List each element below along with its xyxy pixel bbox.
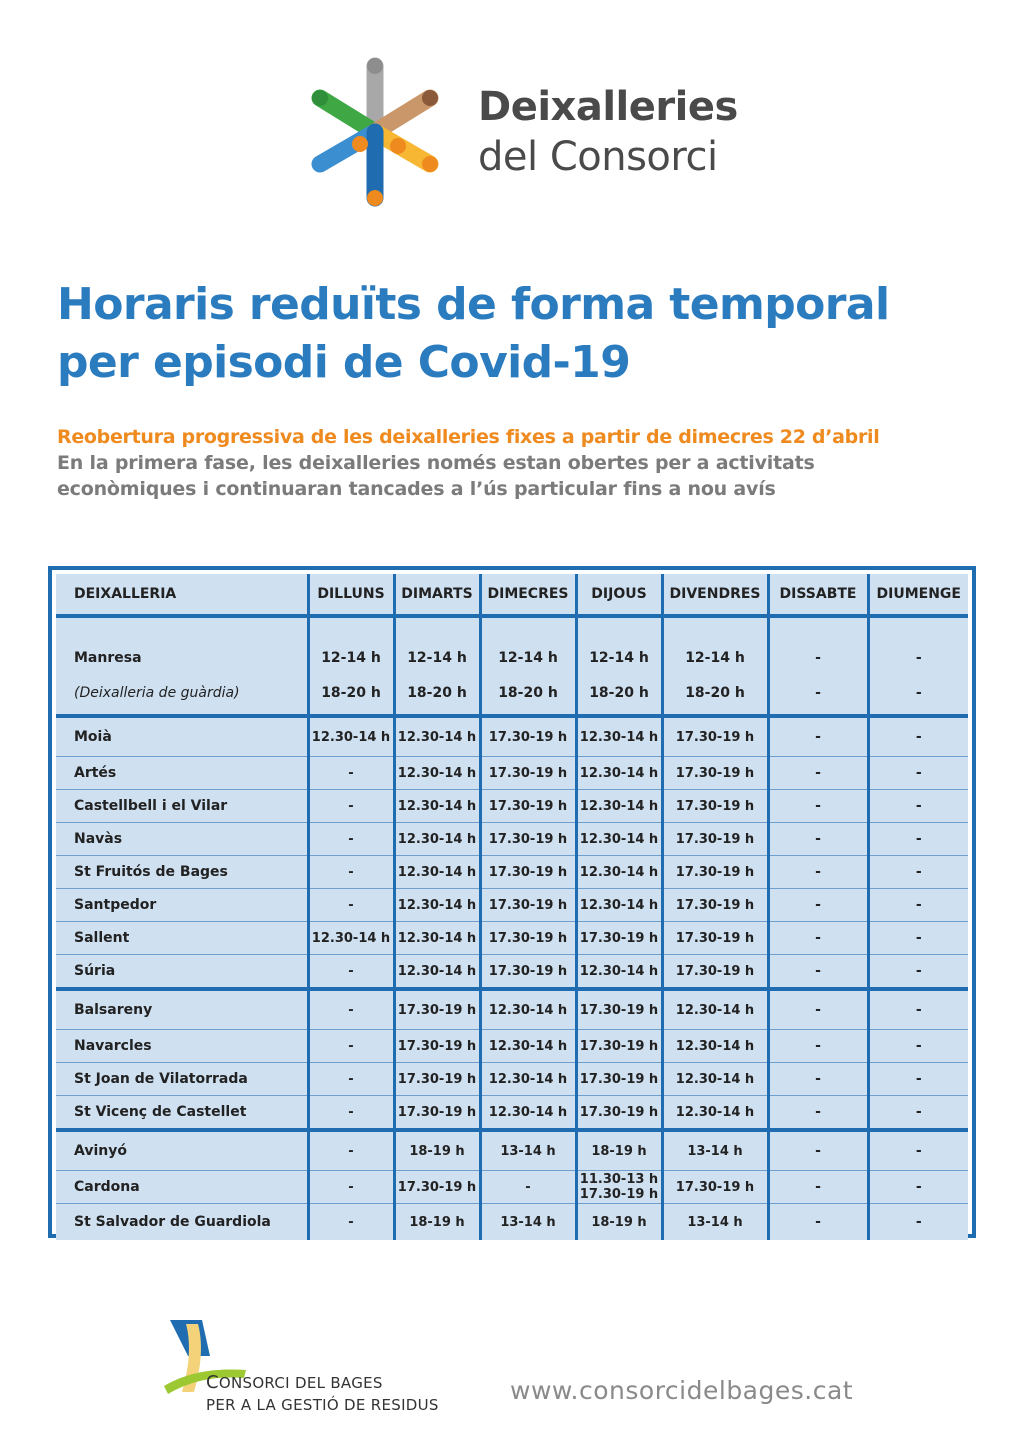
cell-dimarts: 12.30-14 h xyxy=(394,757,480,790)
cell-dijous: 17.30-19 h xyxy=(576,1096,662,1131)
cell-dijous: 17.30-19 h xyxy=(576,1030,662,1063)
row-name: Navarcles xyxy=(56,1030,308,1063)
cell-dimecres: 12.30-14 h xyxy=(480,1096,576,1131)
cell-dilluns: 18-20 h xyxy=(308,672,394,716)
cell-divendres: 17.30-19 h xyxy=(662,790,768,823)
cell-diumenge: - xyxy=(868,1204,968,1241)
deixalleries-logo-icon xyxy=(300,52,450,212)
cell-dimecres: 17.30-19 h xyxy=(480,922,576,955)
cell-dissabte: - xyxy=(768,922,868,955)
cell-dijous: 12.30-14 h xyxy=(576,955,662,990)
table-row xyxy=(56,616,968,672)
table-row xyxy=(56,790,968,823)
cell-dimecres: 17.30-19 h xyxy=(480,955,576,990)
cell-dimecres: 17.30-19 h xyxy=(480,790,576,823)
cell-dimecres: 17.30-19 h xyxy=(480,716,576,757)
consorci-name xyxy=(206,1372,439,1416)
table-row xyxy=(56,1063,968,1096)
cell-divendres: 12.30-14 h xyxy=(662,1096,768,1131)
cell-dimarts: 17.30-19 h xyxy=(394,1171,480,1204)
table-row xyxy=(56,1096,968,1131)
title-line1: Horaris reduïts de forma temporal xyxy=(57,279,890,330)
cell-dijous-line2: 17.30-19 h xyxy=(579,1187,659,1202)
page-title xyxy=(57,276,997,392)
header-dimecres: DIMECRES xyxy=(480,574,576,616)
cell-divendres: 13-14 h xyxy=(662,1130,768,1171)
cell-dimecres: 12.30-14 h xyxy=(480,1030,576,1063)
cell-dijous: 17.30-19 h xyxy=(576,1063,662,1096)
cell-dissabte: - xyxy=(768,1171,868,1204)
cell-dimecres: 12-14 h xyxy=(480,616,576,672)
cell-dissabte: - xyxy=(768,716,868,757)
cell-divendres: 17.30-19 h xyxy=(662,856,768,889)
cell-dilluns: 12.30-14 h xyxy=(308,716,394,757)
cell-dilluns: - xyxy=(308,1096,394,1131)
cell-dimecres: 13-14 h xyxy=(480,1204,576,1241)
cell-dijous: 12.30-14 h xyxy=(576,757,662,790)
cell-dimarts: 17.30-19 h xyxy=(394,1063,480,1096)
cell-dijous: 12.30-14 h xyxy=(576,790,662,823)
cell-divendres: 17.30-19 h xyxy=(662,716,768,757)
table-row xyxy=(56,1204,968,1241)
cell-dissabte: - xyxy=(768,672,868,716)
cell-divendres: 18-20 h xyxy=(662,672,768,716)
row-name: St Joan de Vilatorrada xyxy=(56,1063,308,1096)
cell-dimarts: 12.30-14 h xyxy=(394,856,480,889)
table-header-row xyxy=(56,574,968,616)
schedule-grid xyxy=(56,574,968,1240)
table-row xyxy=(56,823,968,856)
consorci-initial: C xyxy=(206,1372,219,1393)
brand-name xyxy=(478,82,738,182)
table-row xyxy=(56,1030,968,1063)
cell-divendres: 12.30-14 h xyxy=(662,1030,768,1063)
cell-diumenge: - xyxy=(868,1130,968,1171)
cell-dijous: 18-20 h xyxy=(576,672,662,716)
cell-dilluns: - xyxy=(308,989,394,1030)
consorci-name-line1 xyxy=(206,1372,439,1394)
cell-divendres: 17.30-19 h xyxy=(662,1171,768,1204)
cell-dissabte: - xyxy=(768,1096,868,1131)
cell-divendres: 17.30-19 h xyxy=(662,955,768,990)
cell-dimarts: 18-19 h xyxy=(394,1204,480,1241)
cell-dissabte: - xyxy=(768,889,868,922)
cell-dimarts: 18-19 h xyxy=(394,1130,480,1171)
header-divendres: DIVENDRES xyxy=(662,574,768,616)
cell-diumenge: - xyxy=(868,1096,968,1131)
cell-dijous: 12.30-14 h xyxy=(576,823,662,856)
cell-dilluns: - xyxy=(308,790,394,823)
cell-dimecres: 12.30-14 h xyxy=(480,1063,576,1096)
brand-line1: Deixalleries xyxy=(478,84,738,130)
cell-dilluns: - xyxy=(308,955,394,990)
cell-diumenge: - xyxy=(868,989,968,1030)
cell-diumenge: - xyxy=(868,1030,968,1063)
cell-diumenge: - xyxy=(868,823,968,856)
cell-dimarts: 17.30-19 h xyxy=(394,1096,480,1131)
row-name: Castellbell i el Vilar xyxy=(56,790,308,823)
cell-dimecres: - xyxy=(480,1171,576,1204)
cell-dilluns: - xyxy=(308,1130,394,1171)
website-link[interactable]: www.consorcidelbages.cat xyxy=(510,1376,854,1405)
cell-dilluns: - xyxy=(308,757,394,790)
cell-dilluns: - xyxy=(308,856,394,889)
cell-dijous: 17.30-19 h xyxy=(576,922,662,955)
cell-dissabte: - xyxy=(768,955,868,990)
cell-dissabte: - xyxy=(768,790,868,823)
cell-dilluns: - xyxy=(308,1204,394,1241)
cell-dimecres: 13-14 h xyxy=(480,1130,576,1171)
cell-dilluns: - xyxy=(308,1030,394,1063)
row-name: St Fruitós de Bages xyxy=(56,856,308,889)
row-name: St Salvador de Guardiola xyxy=(56,1204,308,1241)
cell-divendres: 17.30-19 h xyxy=(662,757,768,790)
row-name: Cardona xyxy=(56,1171,308,1204)
cell-dimecres: 18-20 h xyxy=(480,672,576,716)
cell-dijous: 18-19 h xyxy=(576,1204,662,1241)
announcement-line2: En la primera fase, les deixalleries només estan obertes per a activitats xyxy=(57,452,815,474)
title-line2: per episodi de Covid-19 xyxy=(57,337,631,388)
table-row xyxy=(56,889,968,922)
cell-dissabte: - xyxy=(768,856,868,889)
row-name: Balsareny xyxy=(56,989,308,1030)
consorci-name-line2: PER A LA GESTIÓ DE RESIDUS xyxy=(206,1396,439,1414)
cell-dissabte: - xyxy=(768,1204,868,1241)
table-row xyxy=(56,989,968,1030)
table-row xyxy=(56,922,968,955)
cell-dimecres: 17.30-19 h xyxy=(480,889,576,922)
header-dimarts: DIMARTS xyxy=(394,574,480,616)
cell-dijous xyxy=(576,1171,662,1204)
cell-dijous: 12-14 h xyxy=(576,616,662,672)
announcement-highlight: Reobertura progressiva de les deixalleries fixes a partir de dimecres 22 d’abril xyxy=(57,426,880,448)
cell-dimarts: 12-14 h xyxy=(394,616,480,672)
cell-dilluns: - xyxy=(308,823,394,856)
cell-dijous: 18-19 h xyxy=(576,1130,662,1171)
header-dilluns: DILLUNS xyxy=(308,574,394,616)
cell-dimecres: 17.30-19 h xyxy=(480,757,576,790)
cell-dilluns: - xyxy=(308,1171,394,1204)
cell-dimarts: 17.30-19 h xyxy=(394,1030,480,1063)
announcement xyxy=(57,424,1017,502)
cell-diumenge: - xyxy=(868,922,968,955)
cell-dimarts: 12.30-14 h xyxy=(394,955,480,990)
cell-diumenge: - xyxy=(868,856,968,889)
cell-dilluns: - xyxy=(308,889,394,922)
cell-diumenge: - xyxy=(868,757,968,790)
table-row xyxy=(56,716,968,757)
cell-dijous: 12.30-14 h xyxy=(576,856,662,889)
cell-dimarts: 12.30-14 h xyxy=(394,823,480,856)
header-diumenge: DIUMENGE xyxy=(868,574,968,616)
cell-dissabte: - xyxy=(768,616,868,672)
cell-divendres: 12.30-14 h xyxy=(662,1063,768,1096)
brand-line2: del Consorci xyxy=(478,134,718,180)
cell-diumenge: - xyxy=(868,716,968,757)
cell-dijous-line1: 11.30-13 h xyxy=(579,1172,659,1187)
row-name: Artés xyxy=(56,757,308,790)
cell-dimarts: 12.30-14 h xyxy=(394,922,480,955)
row-name: Manresa xyxy=(56,616,308,672)
cell-divendres: 17.30-19 h xyxy=(662,823,768,856)
cell-dissabte: - xyxy=(768,757,868,790)
cell-dijous: 12.30-14 h xyxy=(576,889,662,922)
table-row xyxy=(56,1171,968,1204)
cell-divendres: 12.30-14 h xyxy=(662,989,768,1030)
table-row xyxy=(56,955,968,990)
row-name: Navàs xyxy=(56,823,308,856)
row-name: (Deixalleria de guàrdia) xyxy=(56,672,308,716)
cell-dimecres: 17.30-19 h xyxy=(480,823,576,856)
cell-diumenge: - xyxy=(868,1063,968,1096)
cell-diumenge: - xyxy=(868,672,968,716)
cell-dilluns: 12.30-14 h xyxy=(308,922,394,955)
header-dissabte: DISSABTE xyxy=(768,574,868,616)
cell-diumenge: - xyxy=(868,616,968,672)
announcement-line3: econòmiques i continuaran tancades a l’ús particular fins a nou avís xyxy=(57,478,776,500)
header-deixalleria: DEIXALLERIA xyxy=(56,574,308,616)
cell-dimarts: 12.30-14 h xyxy=(394,716,480,757)
cell-divendres: 13-14 h xyxy=(662,1204,768,1241)
cell-dijous: 12.30-14 h xyxy=(576,716,662,757)
cell-dilluns: - xyxy=(308,1063,394,1096)
row-name: Sallent xyxy=(56,922,308,955)
row-name: Santpedor xyxy=(56,889,308,922)
cell-dissabte: - xyxy=(768,1030,868,1063)
row-name: Súria xyxy=(56,955,308,990)
cell-dissabte: - xyxy=(768,823,868,856)
row-name: St Vicenç de Castellet xyxy=(56,1096,308,1131)
cell-dimarts: 18-20 h xyxy=(394,672,480,716)
table-row xyxy=(56,856,968,889)
cell-diumenge: - xyxy=(868,1171,968,1204)
cell-diumenge: - xyxy=(868,889,968,922)
cell-dissabte: - xyxy=(768,1063,868,1096)
cell-dijous: 17.30-19 h xyxy=(576,989,662,1030)
row-name: Moià xyxy=(56,716,308,757)
cell-dissabte: - xyxy=(768,1130,868,1171)
cell-divendres: 17.30-19 h xyxy=(662,922,768,955)
header-dijous: DIJOUS xyxy=(576,574,662,616)
cell-dimarts: 12.30-14 h xyxy=(394,889,480,922)
consorci-name-rest: ONSORCI DEL BAGES xyxy=(218,1374,383,1392)
table-row xyxy=(56,672,968,716)
cell-dissabte: - xyxy=(768,989,868,1030)
table-row xyxy=(56,757,968,790)
cell-dimecres: 12.30-14 h xyxy=(480,989,576,1030)
row-name: Avinyó xyxy=(56,1130,308,1171)
cell-dimarts: 17.30-19 h xyxy=(394,989,480,1030)
cell-dimecres: 17.30-19 h xyxy=(480,856,576,889)
cell-diumenge: - xyxy=(868,790,968,823)
cell-diumenge: - xyxy=(868,955,968,990)
cell-divendres: 12-14 h xyxy=(662,616,768,672)
cell-dimarts: 12.30-14 h xyxy=(394,790,480,823)
table-row xyxy=(56,1130,968,1171)
schedule-table xyxy=(48,566,976,1238)
cell-dilluns: 12-14 h xyxy=(308,616,394,672)
cell-divendres: 17.30-19 h xyxy=(662,889,768,922)
